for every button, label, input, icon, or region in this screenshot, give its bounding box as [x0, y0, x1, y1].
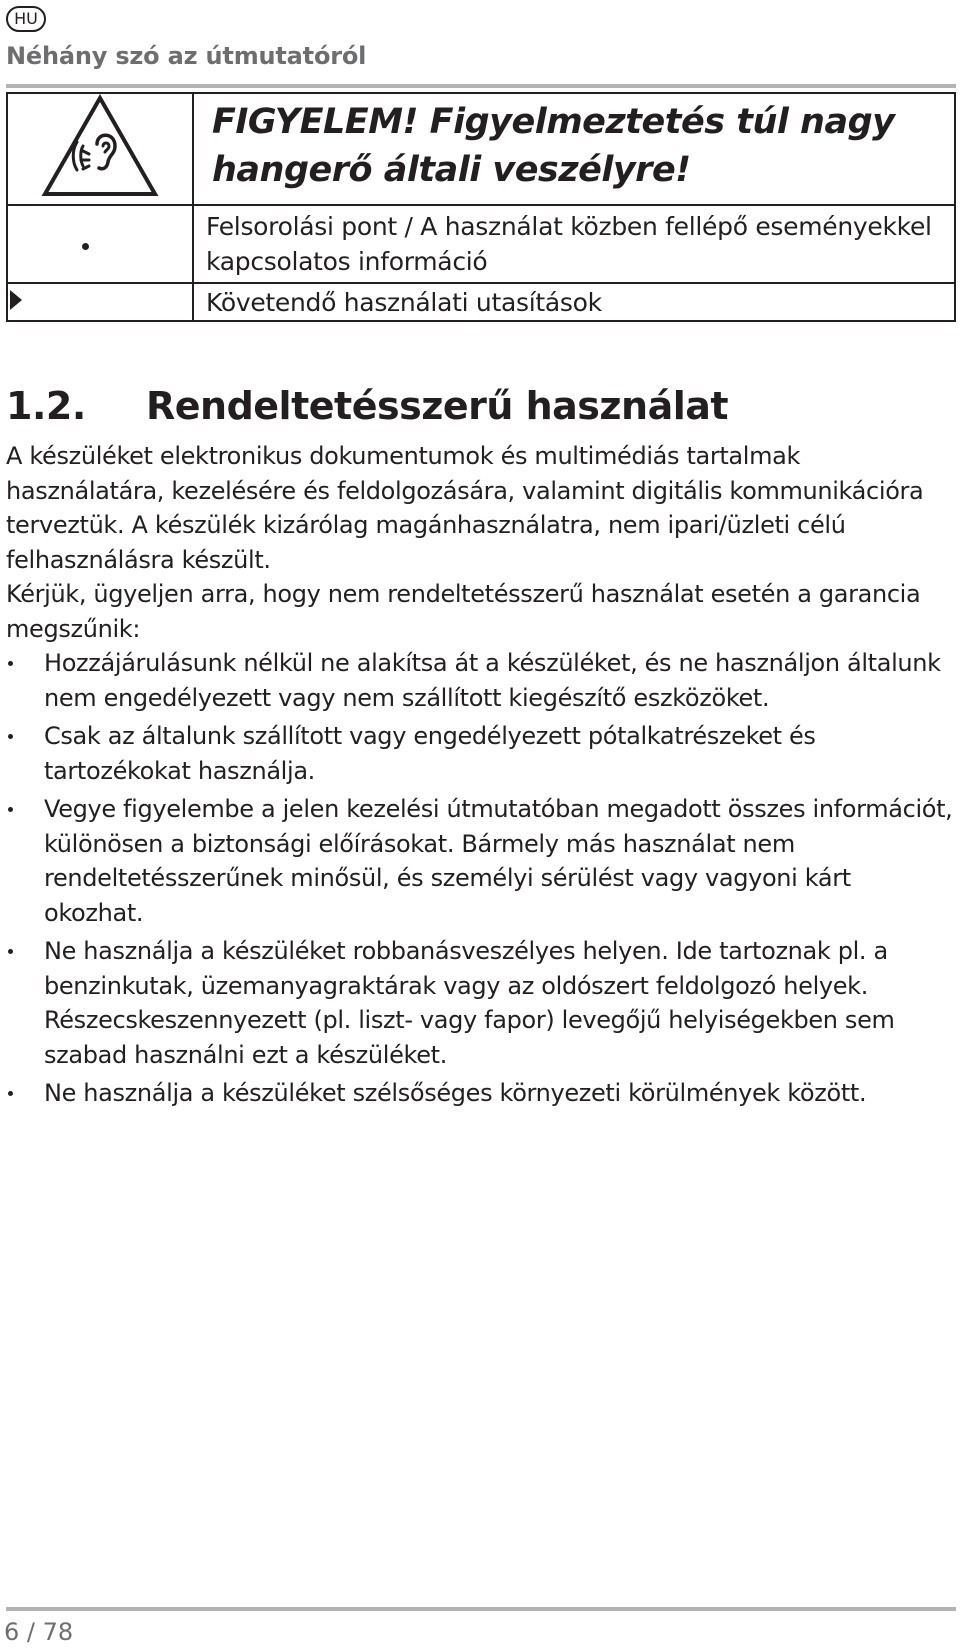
page-number: 6 / 78: [4, 1618, 74, 1646]
bullet-dot-icon: [82, 243, 89, 250]
legend-symbol-cell: [7, 283, 193, 321]
restrictions-list: [6, 646, 956, 1115]
bullet-dot-icon: [8, 807, 13, 812]
legend-bullet-cell: [193, 205, 955, 283]
language-badge: HU: [6, 6, 46, 32]
list-item: [6, 792, 956, 930]
intended-use-paragraph: A készüléket elektronikus dokumentumok és multimédiás tartalmak használatára, kezelésére és feldolgozására, valamint digitális kommunikációra terveztük. A készülék kizárólag magánhasználatra, nem ipari/üzleti célú felhasználásra készült.: [6, 442, 924, 574]
list-item: [6, 646, 956, 715]
section-heading: [6, 384, 728, 428]
bullet-dot-icon: [8, 1091, 13, 1096]
list-item-text: Ne használja a készüléket szélsőséges környezeti körülmények között.: [44, 1079, 867, 1107]
symbol-legend-table: [6, 92, 956, 322]
list-item: [6, 934, 956, 1072]
warranty-paragraph: Kérjük, ügyeljen arra, hogy nem rendeltetésszerű használat esetén a garancia megszűnik:: [6, 580, 921, 643]
legend-symbol-cell: [7, 93, 193, 205]
list-item-text: Hozzájárulásunk nélkül ne alakítsa át a készüléket, és ne használjon általunk nem engedélyezett vagy nem szállított kiegészítő eszközöket.: [44, 649, 941, 712]
footer-divider: [6, 1607, 956, 1611]
bullet-description: Felsorolási pont / A használat közben fellépő eseményekkel kapcsolatos információ: [206, 212, 932, 276]
bullet-dot-icon: [8, 734, 13, 739]
legend-symbol-cell: [7, 205, 193, 283]
list-item-text: Ne használja a készüléket robbanásveszélyes helyen. Ide tartoznak pl. a benzinkutak, üzemanyagraktárak vagy az oldószert feldolgozó helyek. Részecskeszennyezett (pl. liszt- vagy fapor) levegőjű helyiségekben sem szabad használni ezt a készüléket.: [44, 937, 895, 1069]
list-item: [6, 719, 956, 788]
bullet-dot-icon: [8, 661, 13, 666]
legend-row-warning: [7, 93, 955, 205]
warning-text: FIGYELEM! Figyelmeztetés túl nagy hangerő általi veszélyre!: [212, 102, 895, 190]
legend-instruction-cell: [193, 283, 955, 321]
header-divider: [6, 84, 956, 88]
hearing-warning-icon: [41, 94, 159, 200]
triangle-arrow-icon: [10, 290, 22, 310]
list-item-text: Vegye figyelembe a jelen kezelési útmutatóban megadott összes információt, különösen a biztonsági előírásokat. Bármely más használat nem rendeltetésszerűnek minősül, és személyi sérülést vagy vagyoni kárt okozhat.: [44, 795, 953, 927]
section-number: 1.2.: [6, 384, 86, 428]
legend-warning-cell: [193, 93, 955, 205]
instruction-description: Követendő használati utasítások: [206, 287, 602, 317]
list-item: [6, 1076, 956, 1111]
legend-row-instruction: [7, 283, 955, 321]
legend-row-bullet: [7, 205, 955, 283]
page-header-title: Néhány szó az útmutatóról: [6, 42, 367, 70]
list-item-text: Csak az általunk szállított vagy engedélyezett pótalkatrészeket és tartozékokat használja.: [44, 722, 816, 785]
section-title: Rendeltetésszerű használat: [146, 384, 729, 428]
bullet-dot-icon: [8, 949, 13, 954]
